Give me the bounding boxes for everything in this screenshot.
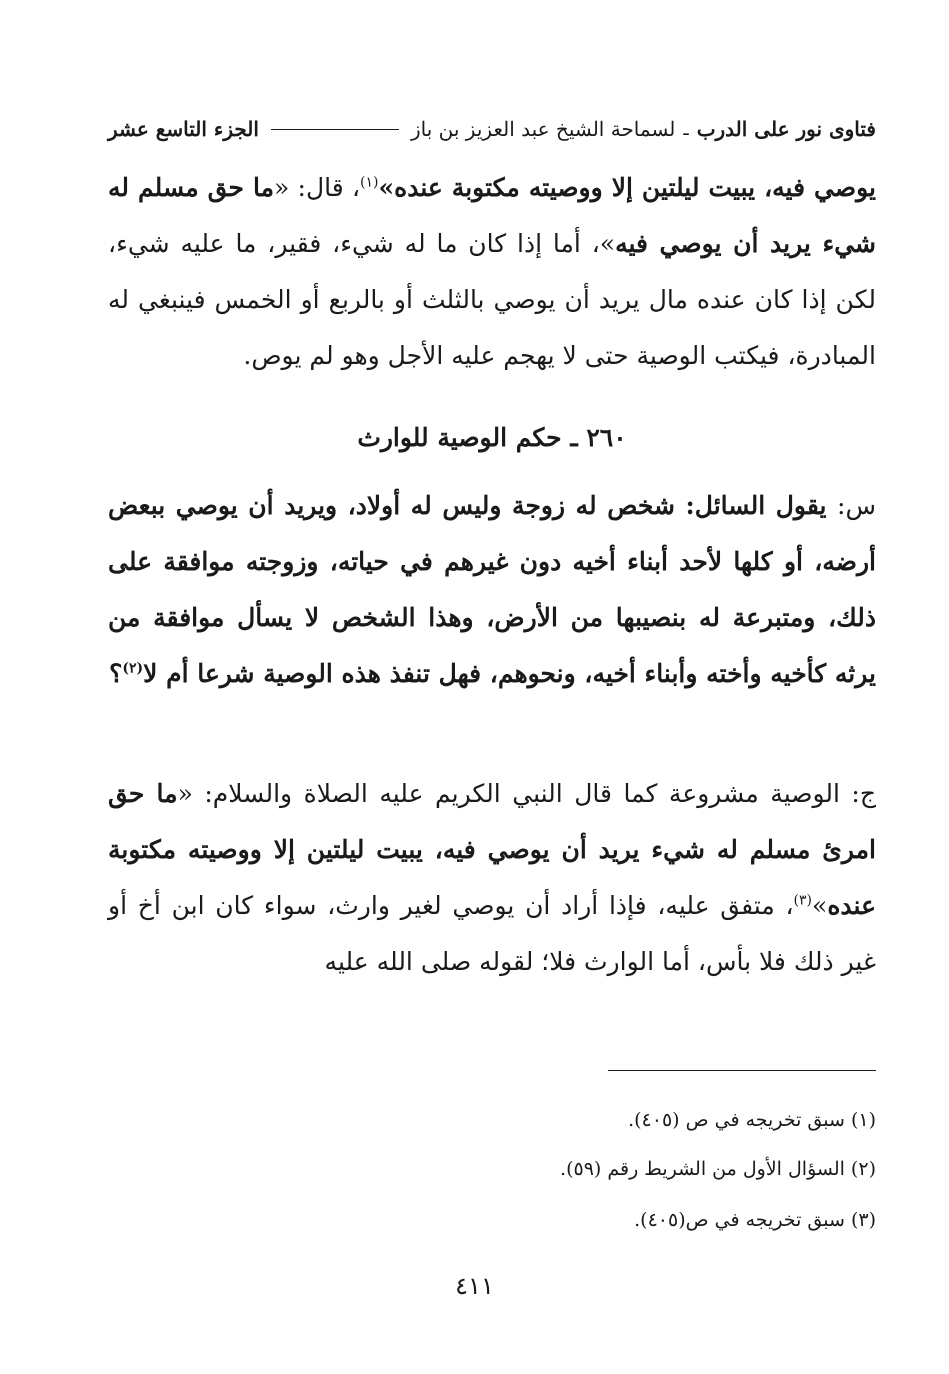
paragraph-continuation bbox=[108, 160, 876, 384]
answer-hadith: ما حق امرئ مسلم له شيء يريد أن يوصي فيه، يبيت ليلتين إلا ووصيته مكتوبة عنده bbox=[108, 779, 876, 920]
author-name: لسماحة الشيخ عبد العزيز بن باز bbox=[410, 117, 676, 141]
header-separator: ـ bbox=[683, 118, 689, 140]
hadith-fragment-1: يوصي فيه، يبيت ليلتين إلا ووصيته مكتوبة عنده» bbox=[378, 173, 876, 202]
answer-text-1: ج: الوصية مشروعة كما قال النبي الكريم عليه الصلاة والسلام: « bbox=[177, 779, 876, 808]
answer-text-2: ، متفق عليه، فإذا أراد أن يوصي لغير وارث، سواء كان ابن أخ أو غير ذلك فلا بأس، أما الوارث فلا؛ لقوله صلى الله عليه bbox=[108, 891, 876, 976]
footnote-3: (٣) سبق تخريجه في ص(٤٠٥). bbox=[634, 1209, 876, 1231]
answer-quote-close: » bbox=[812, 891, 828, 920]
footnote-rule bbox=[608, 1070, 876, 1071]
footnote-ref-1: (١) bbox=[360, 174, 379, 191]
answer-block bbox=[108, 766, 876, 990]
footnote-ref-3: (٣) bbox=[793, 892, 813, 909]
question-label: س: bbox=[837, 491, 876, 520]
hadith-fragment-2: ما حق مسلم له شيء يريد أن يوصي فيه bbox=[108, 173, 876, 258]
question-mark: ؟ bbox=[109, 659, 123, 688]
book-title: فتاوى نور على الدرب bbox=[696, 117, 876, 141]
paragraph-text-1: ، قال: « bbox=[273, 173, 361, 202]
question-text: يقول السائل: شخص له زوجة وليس له أولاد، ويريد أن يوصي ببعض أرضه، أو كلها لأحد أبناء أخيه دون غيرهم في حياته، وزوجته موافقة على ذلك، ومتبرعة له بنصيبها من الأرض، وهذا الشخص لا يسأل موافقة من يرثه كأخيه وأخته وأبناء أخيه، ونحوهم، فهل تنفذ هذه الوصية شرعا أم لا bbox=[108, 491, 876, 688]
section-heading: ٢٦٠ ـ حكم الوصية للوارث bbox=[357, 423, 627, 452]
footnote-ref-2: (٢) bbox=[122, 660, 144, 677]
footnote-1: (١) سبق تخريجه في ص (٤٠٥). bbox=[628, 1109, 876, 1131]
question-block bbox=[108, 478, 876, 702]
footnote-2: (٢) السؤال الأول من الشريط رقم (٥٩). bbox=[560, 1158, 876, 1180]
header-rule bbox=[271, 129, 399, 130]
part-label: الجزء التاسع عشر bbox=[108, 117, 259, 141]
running-header bbox=[108, 112, 876, 146]
paragraph-text-2: »، أما إذا كان ما له شيء، فقير، ما عليه شيء، لكن إذا كان عنده مال يريد أن يوصي بالثلث أو بالربع أو الخمس فينبغي له المبادرة، فيكتب الوصية حتى لا يهجم عليه الأجل وهو لم يوص. bbox=[108, 229, 876, 370]
page-number: ٤١١ bbox=[455, 1272, 494, 1300]
